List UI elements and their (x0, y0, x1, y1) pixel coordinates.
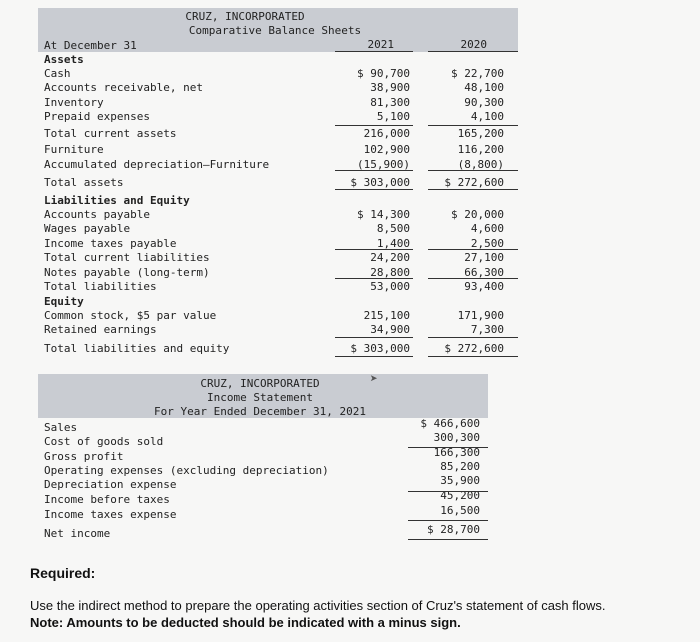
bs-row-label: Accounts receivable, net (44, 81, 203, 94)
bs-value-2020: 7,300 (470, 323, 504, 336)
balance-sheet-title: Comparative Balance Sheets (188, 24, 362, 37)
bs-value-2020: $ 272,600 (444, 176, 504, 189)
bs-value-2021: 24,200 (370, 251, 410, 264)
bs-row-label: Wages payable (44, 222, 131, 235)
bs-value-2021: 34,900 (370, 323, 410, 336)
rule-notes-payable-2020 (428, 278, 518, 279)
balance-sheet-company: CRUZ, INCORPORATED (185, 10, 305, 23)
bs-value-2021: 28,800 (370, 266, 410, 279)
rule-total-liab-eq-2020 (428, 356, 518, 357)
bs-value-2021: 5,100 (376, 110, 410, 123)
is-value: 300,300 (433, 431, 480, 444)
bs-row-label: Inventory (44, 96, 104, 109)
bs-row-label: Assets (44, 53, 84, 66)
bs-value-2020: $ 22,700 (451, 67, 504, 80)
required-instruction: Use the indirect method to prepare the operating activities section of Cruz's statement of cash flows. (30, 598, 606, 613)
is-row-label: Operating expenses (excluding depreciation) (44, 464, 329, 477)
rule-total-liab-eq-2021 (335, 356, 413, 357)
bs-row-label: Liabilities and Equity (44, 194, 190, 207)
bs-value-2020: 2,500 (470, 237, 504, 250)
income-statement-company: CRUZ, INCORPORATED (200, 377, 320, 390)
rule-income-tax-payable-2021 (335, 249, 413, 250)
income-statement-title: Income Statement (207, 391, 313, 404)
column-header-2020: 2020 (460, 38, 487, 51)
is-value: 35,900 (440, 474, 480, 487)
bs-row-label: Total current assets (44, 127, 177, 140)
rule-total-assets-2021 (335, 189, 413, 190)
bs-value-2021: 53,000 (370, 280, 410, 293)
bs-row-label: Total assets (44, 176, 124, 189)
required-heading: Required: (30, 565, 96, 581)
bs-value-2020: 48,100 (464, 81, 504, 94)
bs-value-2020: 4,600 (470, 222, 504, 235)
is-row-label: Sales (44, 421, 78, 434)
bs-value-2020: 171,900 (457, 309, 504, 322)
bs-value-2021: $ 303,000 (350, 176, 410, 189)
is-value: 45,200 (440, 489, 480, 502)
rule-total-assets-2020 (428, 189, 518, 190)
bs-value-2020: 90,300 (464, 96, 504, 109)
bs-value-2021: 81,300 (370, 96, 410, 109)
is-value: $ 28,700 (427, 523, 480, 536)
cursor-arrow-icon: ➤ (370, 372, 378, 387)
bs-row-label: Total liabilities (44, 280, 157, 293)
bs-row-label: Common stock, $5 par value (44, 309, 217, 322)
bs-row-label: Furniture (44, 143, 104, 156)
bs-row-label: Income taxes payable (44, 237, 177, 250)
income-statement-period: For Year Ended December 31, 2021 (154, 405, 366, 418)
bs-row-label: Notes payable (long-term) (44, 266, 210, 279)
header-rule-2020 (428, 51, 518, 52)
rule-cogs (408, 447, 488, 448)
rule-notes-payable-2021 (335, 278, 413, 279)
is-value: $ 466,600 (420, 417, 480, 430)
bs-row-label: Prepaid expenses (44, 110, 150, 123)
bs-value-2020: (8,800) (457, 158, 504, 171)
rule-current-assets-2020 (428, 125, 518, 126)
is-row-label: Net income (44, 527, 111, 540)
is-value: 85,200 (440, 460, 480, 473)
bs-value-2020: 27,100 (464, 251, 504, 264)
bs-value-2020: $ 20,000 (451, 208, 504, 221)
is-value: 16,500 (440, 504, 480, 517)
bs-value-2021: 38,900 (370, 81, 410, 94)
bs-row-label: Total current liabilities (44, 251, 210, 264)
bs-row-label: Cash (44, 67, 71, 80)
bs-value-2021: 102,900 (363, 143, 410, 156)
rule-retained-earnings-2020 (428, 337, 518, 338)
is-row-label: Cost of goods sold (44, 435, 164, 448)
rule-current-assets-2021 (335, 125, 413, 126)
bs-row-label: Retained earnings (44, 323, 157, 336)
bs-value-2021: $ 14,300 (357, 208, 410, 221)
bs-value-2020: 4,100 (470, 110, 504, 123)
column-header-2021: 2021 (367, 38, 394, 51)
bs-row-label: Accumulated depreciation—Furniture (44, 158, 270, 171)
bs-row-label: Accounts payable (44, 208, 150, 221)
bs-row-label: Total liabilities and equity (44, 342, 230, 355)
is-row-label: Depreciation expense (44, 478, 177, 491)
header-rule-2021 (335, 51, 413, 52)
is-row-label: Income before taxes (44, 493, 170, 506)
bs-value-2020: 66,300 (464, 266, 504, 279)
rule-depreciation (408, 491, 488, 492)
bs-row-label: Equity (44, 295, 84, 308)
balance-sheet-date-label: At December 31 (44, 39, 137, 52)
bs-value-2021: 215,100 (363, 309, 410, 322)
bs-value-2020: 165,200 (457, 127, 504, 140)
bs-value-2021: 1,400 (376, 237, 410, 250)
bs-value-2021: (15,900) (357, 158, 410, 171)
rule-income-tax-payable-2020 (428, 249, 518, 250)
rule-retained-earnings-2021 (335, 337, 413, 338)
bs-value-2021: $ 303,000 (350, 342, 410, 355)
rule-taxes (408, 520, 488, 521)
is-value: 166,300 (433, 446, 480, 459)
bs-value-2020: 93,400 (464, 280, 504, 293)
required-note: Note: Amounts to be deducted should be indicated with a minus sign. (30, 615, 461, 630)
bs-value-2020: $ 272,600 (444, 342, 504, 355)
rule-accum-dep-2021 (335, 170, 413, 171)
bs-value-2020: 116,200 (457, 143, 504, 156)
is-row-label: Gross profit (44, 450, 124, 463)
rule-net-income (408, 539, 488, 540)
bs-value-2021: 216,000 (363, 127, 410, 140)
is-row-label: Income taxes expense (44, 508, 177, 521)
bs-value-2021: 8,500 (376, 222, 410, 235)
rule-accum-dep-2020 (428, 170, 518, 171)
bs-value-2021: $ 90,700 (357, 67, 410, 80)
